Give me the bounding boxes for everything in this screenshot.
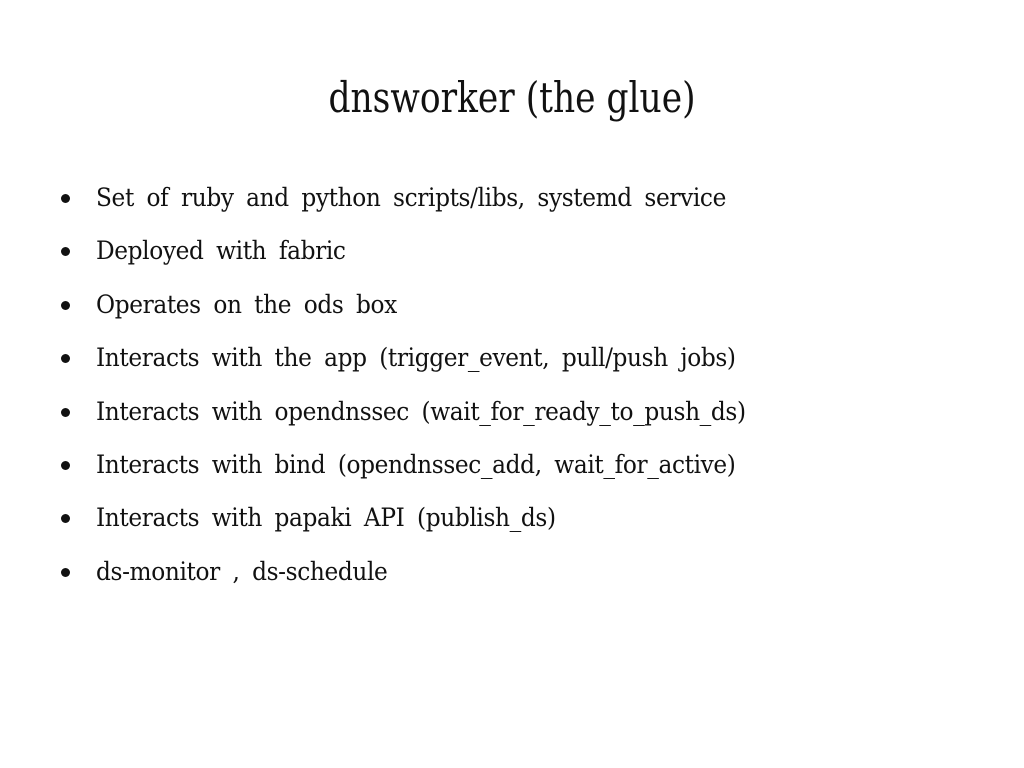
bullet-item [0,334,1024,387]
bullet-text: Interacts with bind (opendnssec_add, wait_for_active) [96,449,736,479]
bullet-icon [61,568,70,577]
slide-title: dnsworker (the glue) [328,73,696,122]
bullet-item [0,227,1024,280]
bullet-icon [61,461,70,470]
bullet-list [0,174,1024,601]
bullet-item [0,174,1024,227]
bullet-text: Interacts with opendnssec (wait_for_ready_to_push_ds) [96,396,746,426]
bullet-icon [61,247,70,256]
bullet-item [0,281,1024,334]
bullet-text: Set of ruby and python scripts/libs, systemd service [96,183,726,212]
bullet-text: Deployed with fabric [96,236,346,266]
bullet-icon [61,514,70,523]
bullet-item [0,388,1024,441]
bullet-item [0,494,1024,547]
bullet-text: Operates on the ods box [96,289,397,319]
bullet-icon [61,194,70,203]
bullet-text: ds-monitor , ds-schedule [96,556,388,586]
bullet-text: Interacts with papaki API (publish_ds) [96,503,556,533]
bullet-icon [61,408,70,417]
bullet-icon [61,354,70,363]
bullet-icon [61,301,70,310]
bullet-item [0,548,1024,601]
bullet-text: Interacts with the app (trigger_event, pull/push jobs) [96,343,736,373]
bullet-item [0,441,1024,494]
